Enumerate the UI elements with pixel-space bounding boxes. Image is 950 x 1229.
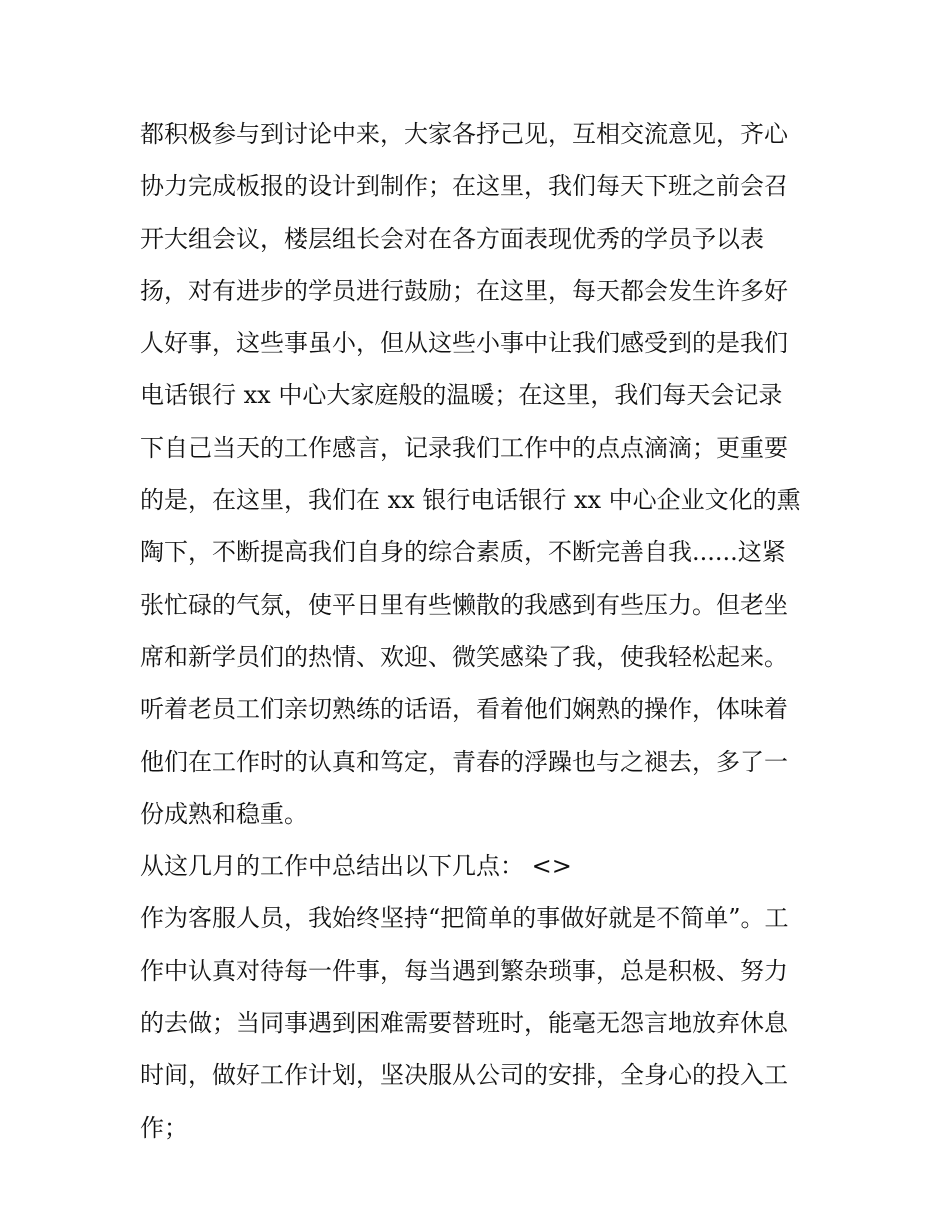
text-line: 席和新学员们的热情、欢迎、微笑感染了我，使我轻松起来。 bbox=[140, 642, 788, 671]
text-line: 电话银行 xx 中心大家庭般的温暖；在这里，我们每天会记录 bbox=[140, 381, 783, 410]
text-line: 人好事，这些事虽小，但从这些小事中让我们感受到的是我们 bbox=[140, 329, 788, 358]
text-line: 听着老员工们亲切熟练的话语，看着他们娴熟的操作，体味着 bbox=[140, 695, 788, 724]
text-line: 份成熟和稳重。 bbox=[140, 799, 308, 828]
text-line: 都积极参与到讨论中来，大家各抒己见，互相交流意见，齐心 bbox=[140, 120, 788, 148]
text-line: 张忙碌的气氛，使平日里有些懒散的我感到有些压力。但老坐 bbox=[140, 590, 788, 619]
text-line: 作； bbox=[140, 1113, 188, 1142]
text-line: 作中认真对待每一件事，每当遇到繁杂琐事，总是积极、努力 bbox=[140, 956, 788, 985]
body-text bbox=[140, 108, 820, 1154]
text-line: 扬，对有进步的学员进行鼓励；在这里，每天都会发生许多好 bbox=[140, 276, 788, 305]
text-line: 协力完成板报的设计到制作；在这里，我们每天下班之前会召 bbox=[140, 172, 788, 201]
section-heading-line: 从这几月的工作中总结出以下几点： <> bbox=[140, 852, 572, 881]
text-line: 开大组会议，楼层组长会对在各方面表现优秀的学员予以表 bbox=[140, 224, 764, 253]
text-line: 下自己当天的工作感言，记录我们工作中的点点滴滴；更重要 bbox=[140, 433, 788, 462]
text-line: 作为客服人员，我始终坚持“把简单的事做好就是不简单”。工 bbox=[140, 904, 789, 933]
text-line: 他们在工作时的认真和笃定，青春的浮躁也与之褪去，多了一 bbox=[140, 747, 788, 776]
text-line: 时间，做好工作计划，坚决服从公司的安排，全身心的投入工 bbox=[140, 1061, 788, 1090]
text-line: 的去做；当同事遇到困难需要替班时，能毫无怨言地放弃休息 bbox=[140, 1009, 788, 1038]
text-line: 的是，在这里，我们在 xx 银行电话银行 xx 中心企业文化的熏 bbox=[140, 486, 801, 515]
text-line: 陶下，不断提高我们自身的综合素质，不断完善自我......这紧 bbox=[140, 538, 786, 567]
